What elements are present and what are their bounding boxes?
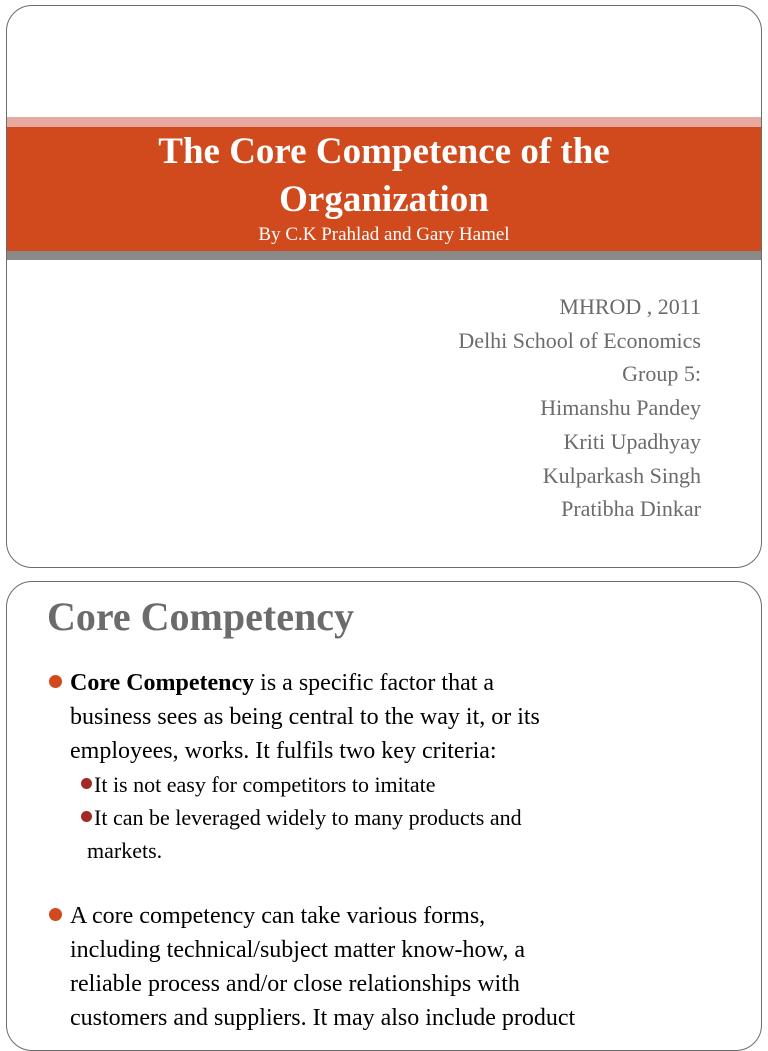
bullet-icon bbox=[49, 908, 62, 921]
bullet-bold-term: Core Competency bbox=[70, 670, 255, 696]
bullet-text: customers and suppliers. It may also include product bbox=[70, 1005, 576, 1031]
bullet-text: employees, works. It fulfils two key criteria: bbox=[70, 738, 497, 764]
info-institution: Delhi School of Economics bbox=[458, 327, 701, 353]
sub-bullet-item bbox=[47, 768, 607, 801]
sub-bullet-text: It is not easy for competitors to imitate bbox=[94, 772, 436, 797]
bullet-item bbox=[47, 666, 607, 768]
bullet-spacer bbox=[47, 867, 607, 899]
bullet-text: business sees as being central to the way it, or its bbox=[70, 704, 540, 730]
bullet-list bbox=[47, 666, 607, 1035]
title-band-bottom-stripe bbox=[7, 251, 761, 260]
bullet-text: including technical/subject matter know-how, a bbox=[70, 937, 525, 963]
bullet-text: A core competency can take various forms, bbox=[70, 903, 486, 929]
presentation-subtitle: By C.K Prahlad and Gary Hamel bbox=[258, 224, 510, 245]
title-band-top-stripe bbox=[7, 117, 761, 127]
info-member: Himanshu Pandey bbox=[540, 395, 701, 421]
bullet-icon bbox=[49, 675, 62, 688]
title-slide bbox=[6, 5, 762, 568]
info-member: Kriti Upadhyay bbox=[563, 428, 701, 454]
info-member: Kulparkash Singh bbox=[542, 462, 701, 488]
sub-bullet-item bbox=[47, 801, 607, 867]
slide-heading: Core Competency bbox=[47, 594, 354, 639]
info-member: Pratibha Dinkar bbox=[561, 496, 701, 522]
info-program: MHROD , 2011 bbox=[559, 294, 701, 319]
title-line-2: Organization bbox=[279, 179, 489, 220]
bullet-text: is a specific factor that a bbox=[254, 670, 495, 696]
info-group: Group 5: bbox=[622, 361, 701, 387]
bullet-item bbox=[47, 899, 607, 1035]
sub-bullet-text: It can be leveraged widely to many products and bbox=[94, 805, 522, 830]
sub-bullet-icon bbox=[81, 778, 92, 789]
sub-bullet-text: markets. bbox=[87, 838, 163, 863]
content-slide bbox=[6, 581, 762, 1051]
title-line-1: The Core Competence of the bbox=[158, 131, 610, 172]
presenter-info bbox=[458, 290, 701, 526]
sub-bullet-icon bbox=[81, 811, 92, 822]
presentation-title bbox=[7, 128, 761, 224]
bullet-text: reliable process and/or close relationships with bbox=[70, 971, 520, 997]
